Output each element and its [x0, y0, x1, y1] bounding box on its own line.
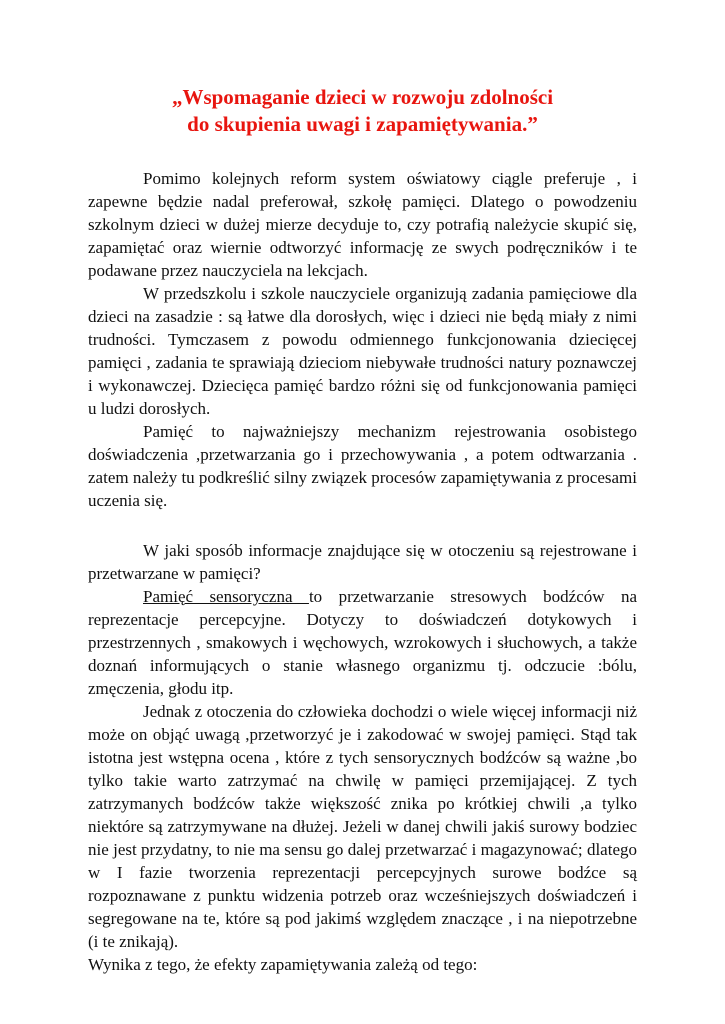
term-sensory-memory: Pamięć sensoryczna	[143, 587, 309, 606]
paragraph-5	[88, 585, 637, 700]
paragraph-6: Jednak z otoczenia do człowieka dochodzi o wiele więcej informacji niż może on objąć uwagą ,przetworzyć je i zakodować w swojej pamięci. Stąd tak istotna jest wstępna ocena , które z tych sensorycznych bodźców są ważne ,bo tylko takie warto zatrzymać na chwilę w pamięci przemijającej. Z tych zatrzymanych bodźców także większość znika po krótkiej chwili ,a tylko niektóre są zatrzymywane na dłużej. Jeżeli w danej chwili jakiś surowy bodziec nie jest przydatny, to nie ma sensu go dalej przetwarzać i magazynować; dlatego w I fazie tworzenia reprezentacji percepcyjnych surowe bodźce są rozpoznawane z punktu widzenia potrzeb oraz wcześniejszych doświadczeń i segregowane na te, które są pod jakimś względem znaczące , i na niepotrzebne (i te znikają).	[88, 702, 637, 951]
paragraph-4: W jaki sposób informacje znajdujące się w otoczeniu są rejestrowane i przetwarzane w pamięci?	[88, 541, 637, 583]
paragraph-1: Pomimo kolejnych reform system oświatowy ciągle preferuje , i zapewne będzie nadal preferował, szkołę pamięci. Dlatego o powodzeniu szkolnym dzieci w dużej mierze decyduje to, czy potrafią należycie skupić się, zapamiętać oraz wiernie odtworzyć informację ze swych podręczników i te podawane przez nauczyciela na lekcjach.	[88, 169, 637, 280]
document-title	[88, 84, 637, 138]
title-line-1: „Wspomaganie dzieci w rozwoju zdolności	[171, 85, 554, 109]
paragraph-3: Pamięć to najważniejszy mechanizm rejestrowania osobistego doświadczenia ,przetwarzania go i przechowywania , a potem odtwarzania . zatem należy tu podkreślić silny związek procesów zapamiętywania z procesami uczenia się.	[88, 422, 637, 510]
paragraph-5-text: to przetwarzanie stresowych bodźców na reprezentacje percepcyjne. Dotyczy to doświadczeń dotykowych i przestrzennych , smakowych i węchowych, wzrokowych i słuchowych, a także doznań informujących o stanie własnego organizmu tj. odczucie :bólu, zmęczenia, głodu itp.	[88, 587, 637, 698]
paragraph-7: Wynika z tego, że efekty zapamiętywania zależą od tego:	[88, 955, 478, 974]
paragraph-gap	[88, 512, 637, 539]
paragraph-2: W przedszkolu i szkole nauczyciele organizują zadania pamięciowe dla dzieci na zasadzie : są łatwe dla dorosłych, więc i dzieci nie będą miały z nimi trudności. Tymczasem z powodu odmiennego funkcjonowania dziecięcej pamięci , zadania te sprawiają dzieciom niebywałe trudności natury poznawczej i wykonawczej. Dziecięca pamięć bardzo różni się od funkcjonowania pamięci u ludzi dorosłych.	[88, 284, 637, 418]
title-line-2: do skupienia uwagi i zapamiętywania.”	[187, 112, 538, 136]
